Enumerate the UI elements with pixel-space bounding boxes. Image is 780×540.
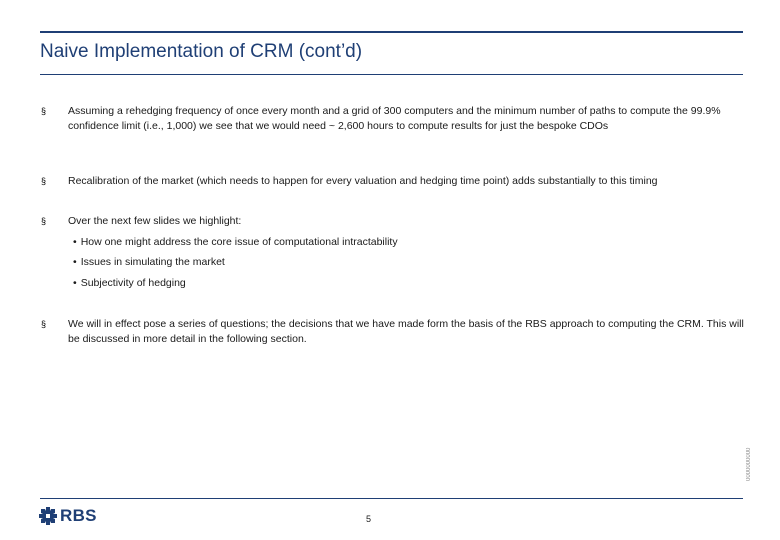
sub-bullet-dot: •: [73, 256, 77, 268]
bullet-text-rehedging: Assuming a rehedging frequency of once every month and a grid of 300 computers and the minimum number of paths to compute the 99.9% confidence limit (i.e., 1,000) we see that we would need ~ 2,600 hours to compute results for just the bespoke CDOs: [68, 105, 721, 132]
page-number: 5: [366, 514, 372, 524]
sub-bullet-dot: •: [73, 277, 77, 289]
bullet-marker: §: [41, 176, 47, 186]
rbs-logo-text: RBS: [60, 506, 97, 525]
top-rule: [40, 31, 743, 33]
bullet-text-questions: We will in effect pose a series of questions; the decisions that we have made form the basis of the RBS approach to computing the CRM. This will be discussed in more detail in the following section.: [68, 318, 744, 345]
sub-item-text: How one might address the core issue of computational intractability: [80, 236, 398, 248]
footer-rule: [40, 498, 743, 499]
sub-item-simulating-market: [73, 255, 225, 270]
rbs-daisy-wheel-icon: [39, 507, 57, 525]
page-title: Naive Implementation of CRM (cont’d): [40, 41, 363, 62]
bullet-text-recalibration: Recalibration of the market (which needs to happen for every valuation and hedging time point) adds substantially to this timing: [68, 175, 658, 187]
sub-item-text: Subjectivity of hedging: [80, 277, 186, 289]
title-rule: [40, 74, 743, 75]
bullet-marker: §: [41, 106, 47, 116]
sub-bullet-dot: •: [73, 236, 77, 248]
bullet-marker: §: [41, 216, 47, 226]
sub-item-text: Issues in simulating the market: [80, 256, 225, 268]
sub-item-intractability: [73, 235, 398, 250]
rbs-logo: [39, 507, 97, 525]
bullet-text-highlights: Over the next few slides we highlight:: [68, 215, 242, 227]
sub-item-hedging: [73, 276, 186, 291]
bullet-marker: §: [41, 319, 47, 329]
side-document-code: 0000000000: [746, 447, 752, 481]
